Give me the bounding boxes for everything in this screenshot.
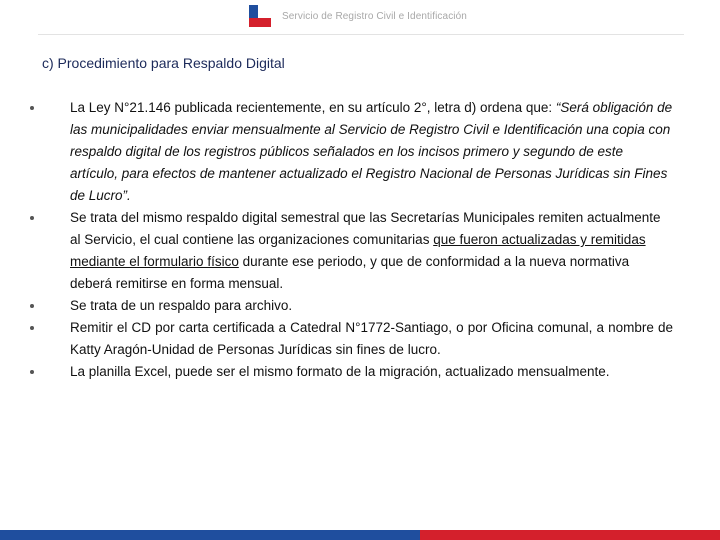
bullet-item [30,361,673,383]
footer-color-bar [0,530,720,540]
archive-text: Se trata de un respaldo para archivo. [70,298,293,313]
bullet-icon [30,326,34,330]
bullet-item [30,295,673,317]
bullet-item [30,97,673,207]
law-quote-text: “Será obligación de las municipalidades enviar mensualmente al Servicio de Registro Civil e Identificación una copia con respaldo digital de los registros públicos señalados en los incisos primero y segundo de este artículo, para efectos de mantener actualizado el Registro Nacional de Personas Jurídicas sin Fines de Lucro”. [70,100,673,203]
send-cd-text: Remitir el CD por carta certificada a Catedral N°1772-Santiago, o por Oficina comunal, a nombre de Katty Aragón-Unidad de Personas Jurídicas sin fines de lucro. [70,320,673,357]
bullet-icon [30,370,34,374]
law-intro-text: La Ley N°21.146 publicada recientemente, en su artículo 2°, letra d) ordena que: [70,100,556,115]
bullet-icon [30,106,34,110]
bullet-item [30,317,673,361]
backup-text-underlined: que fueron actualizadas y remitidas mediante el formulario físico [70,232,646,269]
bullet-icon [30,304,34,308]
header-divider [38,34,684,35]
backup-text-after: durante ese periodo, y que de conformidad a la nueva normativa deberá remitirse en forma mensual. [70,254,630,291]
bullet-icon [30,216,34,220]
brand-name: Servicio de Registro Civil e Identificación [282,11,467,22]
bullet-list [30,97,673,383]
registro-civil-logo-icon [249,5,271,27]
excel-text: La planilla Excel, puede ser el mismo formato de la migración, actualizado mensualmente. [70,364,610,379]
backup-text-before: Se trata del mismo respaldo digital semestral que las Secretarías Municipales remiten actualmente al Servicio, el cual contiene las organizaciones comunitarias [70,210,661,247]
bullet-item [30,207,673,295]
section-title: c) Procedimiento para Respaldo Digital [42,55,285,71]
header [0,0,720,36]
